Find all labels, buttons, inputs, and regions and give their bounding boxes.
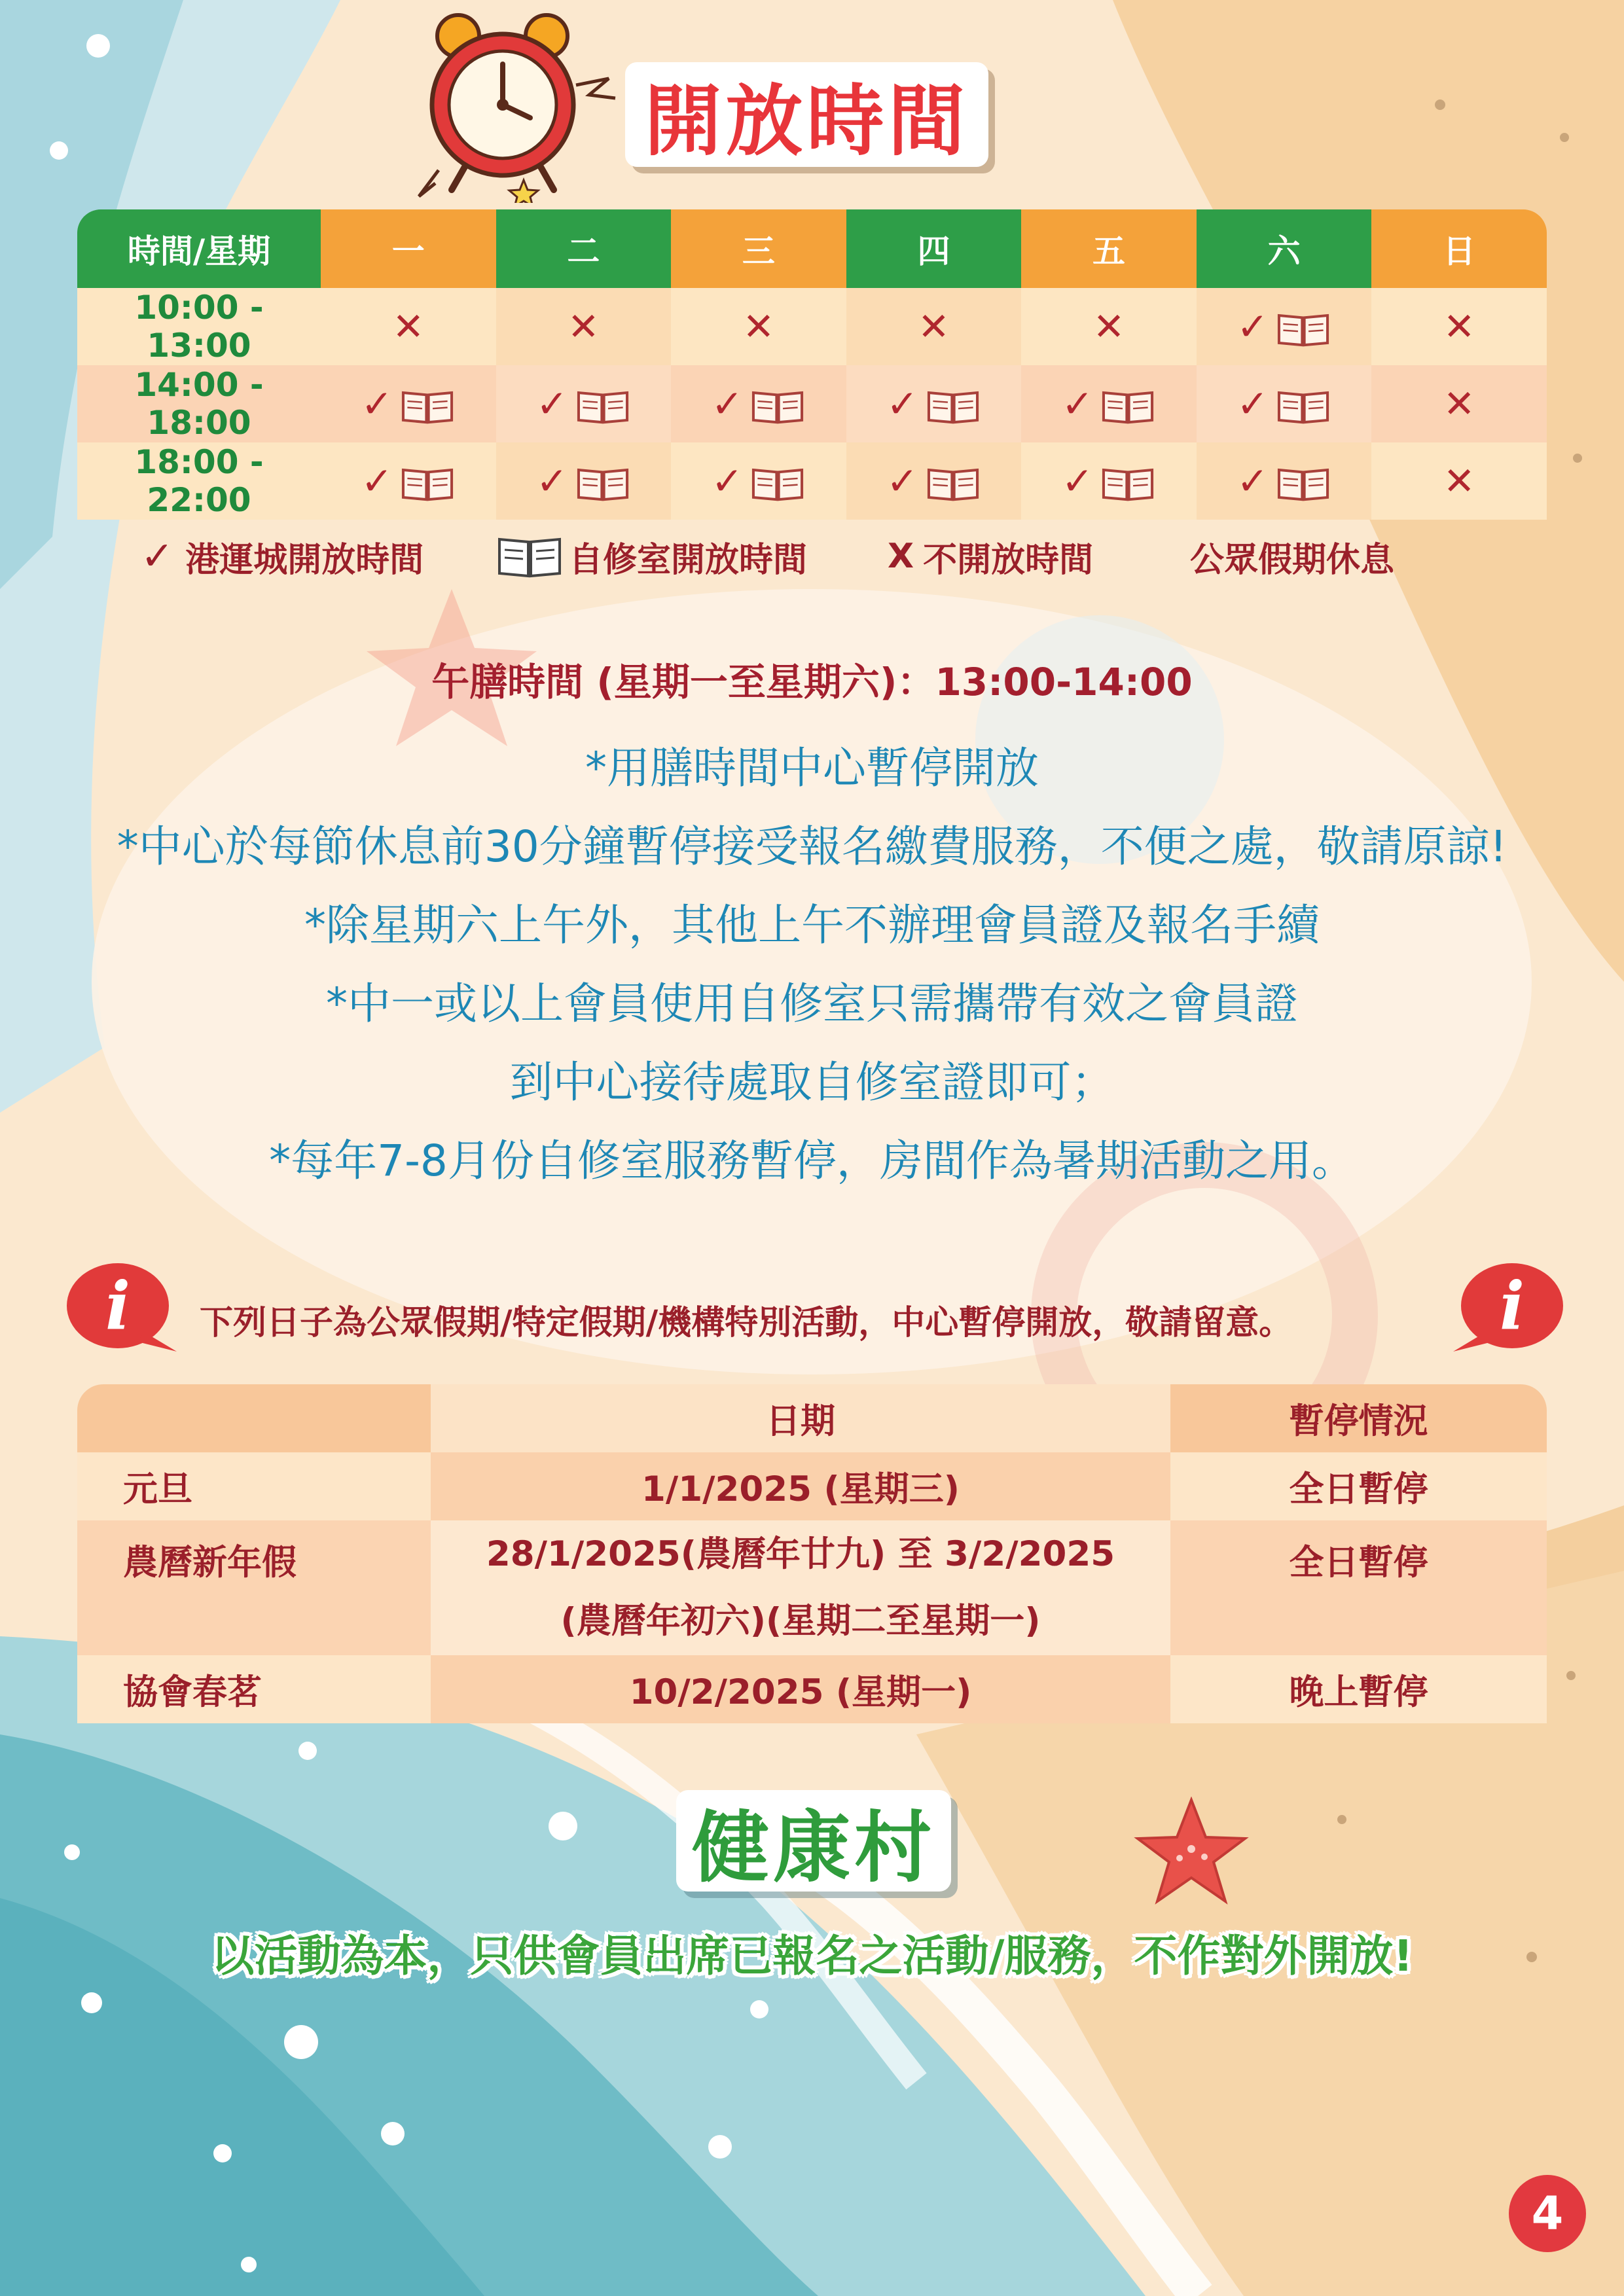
open-cell xyxy=(496,442,672,520)
book-icon xyxy=(575,465,631,503)
note-line-3: *除星期六上午外，其他上午不辦理會員證及報名手續 xyxy=(304,900,1320,950)
book-icon xyxy=(575,387,631,425)
closed-cell xyxy=(321,288,496,365)
open-cell xyxy=(846,442,1022,520)
holiday-header-name xyxy=(77,1384,431,1452)
check-mark-icon: ✓ xyxy=(711,459,744,503)
hours-header-row xyxy=(77,209,1547,288)
holiday-name: 元旦 xyxy=(77,1452,431,1520)
holiday-header-row xyxy=(77,1384,1547,1452)
header-thu: 四 xyxy=(846,209,1022,288)
holiday-date: 1/1/2025 (星期三) xyxy=(431,1452,1170,1520)
holiday-table xyxy=(77,1384,1547,1723)
cross-mark-icon: ✕ xyxy=(568,304,600,349)
open-cell xyxy=(1197,365,1372,442)
cross-mark-icon: ✕ xyxy=(1092,304,1125,349)
closed-cell xyxy=(496,288,672,365)
cross-mark-icon: ✕ xyxy=(1443,459,1475,503)
holiday-date-line-2: (農曆年初六)(星期二至星期一) xyxy=(560,1601,1041,1641)
time-slot: 18:00 - 22:00 xyxy=(77,442,321,520)
holiday-status: 全日暫停 xyxy=(1170,1520,1547,1655)
header-sun: 日 xyxy=(1371,209,1547,288)
holiday-status: 晚上暫停 xyxy=(1170,1655,1547,1723)
book-icon xyxy=(1275,465,1331,503)
holiday-header-date: 日期 xyxy=(431,1384,1170,1452)
holiday-name: 農曆新年假 xyxy=(77,1520,431,1655)
check-mark-icon: ✓ xyxy=(711,382,744,426)
note-line-6: *每年7-8月份自修室服務暫停，房間作為暑期活動之用。 xyxy=(269,1136,1355,1186)
legend-centre-hours xyxy=(141,530,424,583)
page-title: 開放時間 xyxy=(625,62,988,167)
check-mark-icon: ✓ xyxy=(141,533,174,579)
closed-cell xyxy=(1371,288,1547,365)
holiday-date: 10/2/2025 (星期一) xyxy=(431,1655,1170,1723)
legend-centre-label: 港運城開放時間 xyxy=(185,540,424,580)
legend-holiday-label: 公眾假期休息 xyxy=(1190,540,1395,580)
note-line-2: *中心於每節休息前30分鐘暫停接受報名繳費服務，不便之處，敬請原諒! xyxy=(117,821,1507,872)
check-mark-icon: ✓ xyxy=(361,459,393,503)
check-mark-icon: ✓ xyxy=(1061,382,1094,426)
closed-cell xyxy=(1021,288,1197,365)
note-line-1: *用膳時間中心暫停開放 xyxy=(585,743,1039,793)
check-mark-icon: ✓ xyxy=(361,382,393,426)
book-icon xyxy=(1275,310,1331,348)
check-mark-icon: ✓ xyxy=(536,382,568,426)
open-cell xyxy=(1021,442,1197,520)
legend-holiday xyxy=(1190,530,1394,583)
time-slot: 14:00 - 18:00 xyxy=(77,365,321,442)
header-tue: 二 xyxy=(496,209,672,288)
closed-cell xyxy=(1371,365,1547,442)
holiday-row-new-year xyxy=(77,1452,1547,1520)
hours-row xyxy=(77,365,1547,442)
opening-hours-table xyxy=(77,209,1547,520)
open-cell xyxy=(321,442,496,520)
legend-closed-label: 不開放時間 xyxy=(923,540,1094,580)
holiday-notice: 下列日子為公眾假期/特定假期/機構特別活動，中心暫停開放，敬請留意。 xyxy=(200,1304,1293,1342)
alarm-clock-icon xyxy=(412,7,622,203)
book-icon xyxy=(925,465,981,503)
holiday-row-spring-dinner xyxy=(77,1655,1547,1723)
check-mark-icon: ✓ xyxy=(1236,304,1269,349)
open-cell xyxy=(846,365,1022,442)
open-cell xyxy=(321,365,496,442)
cross-mark-icon: ✕ xyxy=(918,304,950,349)
header-sat: 六 xyxy=(1197,209,1372,288)
check-mark-icon: ✓ xyxy=(1061,459,1094,503)
svg-text:i: i xyxy=(105,1267,130,1344)
time-slot: 10:00 - 13:00 xyxy=(77,288,321,365)
header-fri: 五 xyxy=(1021,209,1197,288)
holiday-header-status: 暫停情況 xyxy=(1170,1384,1547,1452)
book-icon xyxy=(1100,465,1156,503)
page-number: 4 xyxy=(1509,2175,1586,2252)
book-icon xyxy=(399,387,456,425)
open-cell xyxy=(671,365,846,442)
cross-mark-icon: ✕ xyxy=(392,304,425,349)
legend-study-room-hours xyxy=(496,530,807,583)
closed-cell xyxy=(1371,442,1547,520)
hours-row xyxy=(77,442,1547,520)
book-icon xyxy=(399,465,456,503)
holiday-date-line-1: 28/1/2025(農曆年廿九) 至 3/2/2025 xyxy=(486,1534,1115,1574)
cross-mark-icon: ✕ xyxy=(1443,382,1475,426)
cross-mark-icon: ✕ xyxy=(1443,304,1475,349)
open-cell xyxy=(1197,288,1372,365)
closed-cell xyxy=(671,288,846,365)
open-cell xyxy=(1197,442,1372,520)
check-mark-icon: ✓ xyxy=(886,382,918,426)
open-cell xyxy=(671,442,846,520)
check-mark-icon: ✓ xyxy=(536,459,568,503)
book-icon xyxy=(1100,387,1156,425)
check-mark-icon: ✓ xyxy=(1236,382,1269,426)
open-cell xyxy=(496,365,672,442)
health-village-title: 健康村 xyxy=(676,1790,951,1892)
cross-mark-icon: X xyxy=(888,537,914,576)
cross-mark-icon: ✕ xyxy=(742,304,775,349)
note-line-5: 到中心接待處取自修室證即可； xyxy=(509,1057,1115,1107)
hours-row xyxy=(77,288,1547,365)
book-icon xyxy=(925,387,981,425)
legend-closed-hours xyxy=(888,530,1093,583)
holiday-status: 全日暫停 xyxy=(1170,1452,1547,1520)
lunch-time-line: 午膳時間 (星期一至星期六)：13:00-14:00 xyxy=(431,660,1193,704)
legend-study-label: 自修室開放時間 xyxy=(569,540,808,580)
header-wed: 三 xyxy=(671,209,846,288)
health-village-subtitle: 以活動為本，只供會員出席已報名之活動/服務，不作對外開放! xyxy=(211,1931,1413,1981)
book-icon xyxy=(749,387,806,425)
book-icon xyxy=(496,533,564,580)
header-mon: 一 xyxy=(321,209,496,288)
closed-cell xyxy=(846,288,1022,365)
starfish-icon xyxy=(1132,1797,1250,1911)
book-icon xyxy=(1275,387,1331,425)
holiday-date xyxy=(431,1520,1170,1655)
holiday-row-lunar-new-year xyxy=(77,1520,1547,1655)
header-time-weekday: 時間/星期 xyxy=(77,209,321,288)
svg-text:i: i xyxy=(1500,1267,1525,1344)
check-mark-icon: ✓ xyxy=(886,459,918,503)
check-mark-icon: ✓ xyxy=(1236,459,1269,503)
book-icon xyxy=(749,465,806,503)
holiday-name: 協會春茗 xyxy=(77,1655,431,1723)
open-cell xyxy=(1021,365,1197,442)
info-icon-right xyxy=(1453,1260,1564,1358)
info-icon-left xyxy=(65,1260,177,1358)
note-line-4: *中一或以上會員使用自修室只需攜帶有效之會員證 xyxy=(326,978,1298,1029)
holiday-table-wrapper xyxy=(77,1384,1547,1723)
